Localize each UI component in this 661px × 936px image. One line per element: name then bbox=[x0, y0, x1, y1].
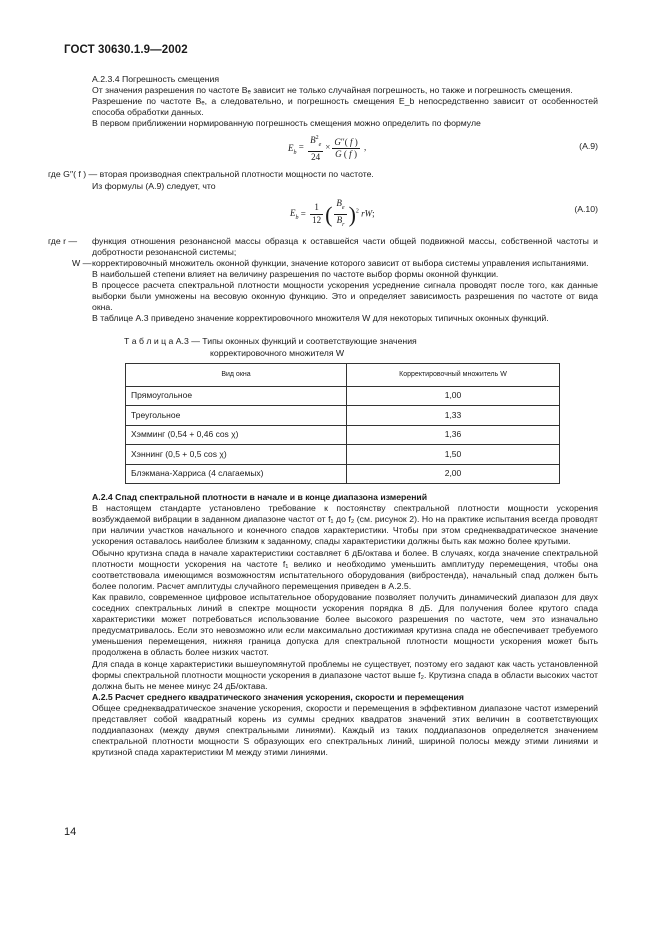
paragraph: Обычно крутизна спада в начале характеристики составляет 6 дБ/октава и более. В случаях, когда значение спектральной плотности мощности ускорения на частоте f₁ велико и необходимо уменьшить амплитуду перемещения, чтобы она соответствовала имеющимся возможностям испытательного оборудования (вибростенда), начальный спад должен быть более пологим. Расчет амплитуды случайного перемещения приведен в А.2.5. bbox=[92, 547, 598, 591]
table-header-cell: Вид окна bbox=[126, 363, 347, 386]
formula-a9-expression: $E_b$ = $\frac{B^2_e}{24}$ × $\frac{G''( f )}{G ( f )}$ , bbox=[288, 135, 367, 163]
table-header-row bbox=[126, 363, 560, 386]
table-row bbox=[126, 425, 560, 445]
paragraph: В настоящем стандарте установлено требование к постоянству спектральной плотности мощности ускорения возбуждаемой вибрации в заданном диапазоне частот от f₁ до f₂ (см. рисунок 2). Но на практике испытания всегда проводят при наличии участков начального и конечного спадов характеристики. Чтобы при этом среднеквадратическое значение ускорения оставалось наиболее близким к заданному, спады характеристики должны быть как можно более крутыми. bbox=[92, 503, 598, 547]
table-cell: Треугольное bbox=[126, 406, 347, 426]
formula-a9 bbox=[92, 133, 598, 167]
paragraph: От значения разрешения по частоте Bₑ зависит не только случайная погрешность, но также и погрешность смещения. bbox=[92, 85, 573, 96]
window-functions-table bbox=[125, 363, 560, 485]
table-header-cell: Корректировочный множитель W bbox=[347, 363, 560, 386]
definition-label: где r — bbox=[48, 235, 78, 246]
paragraph: Для спада в конце характеристики вышеупомянутой проблемы не существует, поэтому его задают как часть установленной формы спектральной плотности мощности ускорения в диапазоне частот выше f₂. Крутизна спада в области высоких частот должна быть не менее минус 24 дБ/октава. bbox=[92, 658, 598, 691]
table-cell: 2,00 bbox=[347, 464, 560, 484]
page-number: 14 bbox=[64, 826, 77, 838]
section-heading-a24: А.2.4 Спад спектральной плотности в начале и в конце диапазона измерений bbox=[92, 492, 428, 503]
document-body bbox=[48, 74, 598, 758]
paragraph: Общее среднеквадратическое значение ускорения, скорости и перемещения в эффективном диапазоне частот измерений представляет собой квадратный корень из суммы средних квадратов значений этих величин в соответствующих поддиапазонах (между двумя спектральными линиями). Каждый из таких поддиапазонов определяется значением спектральной плотности мощности S образующих его спектральных линий, шириной полосы между этими линиями и крутизной спада характеристики M между этими линиями. bbox=[92, 702, 598, 758]
table-cell: 1,33 bbox=[347, 406, 560, 426]
formula-number: (А.10) bbox=[574, 203, 598, 214]
paragraph: В первом приближении нормированную погрешность смещения можно определить по формуле bbox=[92, 118, 481, 129]
definition-r bbox=[48, 235, 598, 258]
paragraph: Как правило, современное цифровое испытательное оборудование позволяет получить динамический диапазон для двух соседних спектральных линий в спектре мощности ускорения порядка 8 дБ. Для получения более крутого спада характеристики может потребоваться использование более высокого разрешения по частоте, чем это изначально предусматривалось. Если это невозможно или если максимально достижимая крутизна спада не обеспечивает требуемого уменьшения перемещения, нижняя граница допуска для спектральной плотности мощности ускорения может быть продолжена в область более низких частот. bbox=[92, 591, 598, 658]
paragraph: В таблице А.3 приведено значение корректировочного множителя W для некоторых типичных оконных функций. bbox=[92, 313, 549, 324]
paragraph: Разрешение по частоте Bₑ, а следовательно, и погрешность смещения E_b непосредственно зависит от особенностей способа обработки данных. bbox=[92, 96, 598, 118]
table-cell: Прямоугольное bbox=[126, 386, 347, 406]
section-heading-a25: А.2.5 Расчет среднего квадратического значения ускорения, скорости и перемещения bbox=[92, 691, 464, 702]
table-caption-line: Т а б л и ц а А.3 — Типы оконных функций и соответствующие значения bbox=[124, 336, 417, 347]
table-row bbox=[126, 445, 560, 465]
formula-number: (А.9) bbox=[579, 141, 598, 152]
paragraph: В процессе расчета спектральной плотности мощности ускорения усреднение сигнала проводят после того, как данные выборки были умножены на весовую оконную функцию. Это и определяет зависимость разрешения по частоте от вида окна. bbox=[92, 280, 598, 313]
table-row bbox=[126, 464, 560, 484]
paragraph: Из формулы (А.9) следует, что bbox=[92, 180, 216, 191]
table-cell: Хэннинг (0,5 + 0,5 cos χ) bbox=[126, 445, 347, 465]
paragraph: где G′′( f ) — вторая производная спектральной плотности мощности по частоте. bbox=[48, 169, 374, 180]
formula-a10 bbox=[92, 196, 598, 234]
table-row bbox=[126, 406, 560, 426]
definition-label: W — bbox=[72, 257, 92, 268]
table-cell: 1,36 bbox=[347, 425, 560, 445]
table-caption-line: корректировочного множителя W bbox=[210, 347, 345, 358]
formula-a10-expression: $E_b$ = $\frac{1}{12}$ ( $\frac{B_e}{B_r}$ )$^2$ rW; bbox=[290, 197, 375, 228]
table-cell: 1,00 bbox=[347, 386, 560, 406]
table-cell: 1,50 bbox=[347, 445, 560, 465]
definition-text: функция отношения резонансной массы образца к оставшейся части общей подвижной массы, собственной частоты и добротности резонансной системы; bbox=[92, 235, 598, 257]
definition-text: корректировочный множитель оконной функции, значение которого зависит от выбора системы управления испытаниями. bbox=[92, 257, 589, 268]
table-caption bbox=[124, 336, 598, 358]
definition-w bbox=[72, 257, 598, 269]
paragraph: В наибольшей степени влияет на величину разрешения по частоте выбор формы оконной функции. bbox=[92, 268, 499, 279]
section-heading-a234: А.2.3.4 Погрешность смещения bbox=[92, 74, 220, 84]
table-row bbox=[126, 386, 560, 406]
table-cell: Блэкмана-Харриса (4 слагаемых) bbox=[126, 464, 347, 484]
table-cell: Хэмминг (0,54 + 0,46 cos χ) bbox=[126, 425, 347, 445]
document-header: ГОСТ 30630.1.9—2002 bbox=[64, 44, 188, 56]
